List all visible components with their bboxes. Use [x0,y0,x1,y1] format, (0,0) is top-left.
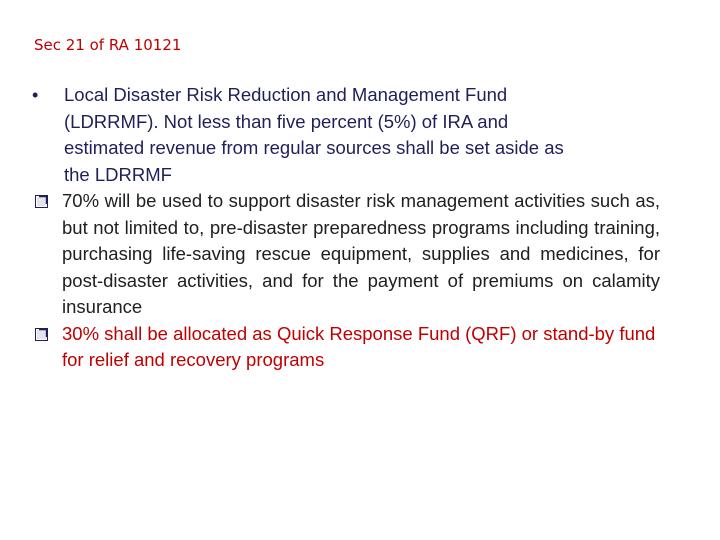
bullet-dot-icon: • [32,85,39,105]
checkbox-bullet-icon [35,195,48,208]
bullet-text-thirty-percent: 30% shall be allocated as Quick Response Fund (QRF) or stand-by fund for relief and recovery programs [62,322,656,370]
bullet-item-thirty-percent [0,321,720,374]
bullet-text-ldrrmf: Local Disaster Risk Reduction and Management Fund (LDRRMF). Not less than five percent (5%) of IRA and estimated revenue from regular sources shall be set aside as the LDRRMF [64,84,564,185]
bullet-text-seventy-percent: 70% will be used to support disaster risk management activities such as, but not limited to, pre-disaster preparedness programs including training, purchasing life-saving rescue equipment, supplies and medicines, for post-disaster activities, and for the payment of premiums on calamity insurance [62,190,660,317]
bullet-item-seventy-percent [0,188,720,321]
bullet-list [0,82,720,374]
slide-title: Sec 21 of RA 10121 [34,36,182,54]
bullet-item-ldrrmf [0,82,720,188]
checkbox-bullet-icon [35,328,48,341]
